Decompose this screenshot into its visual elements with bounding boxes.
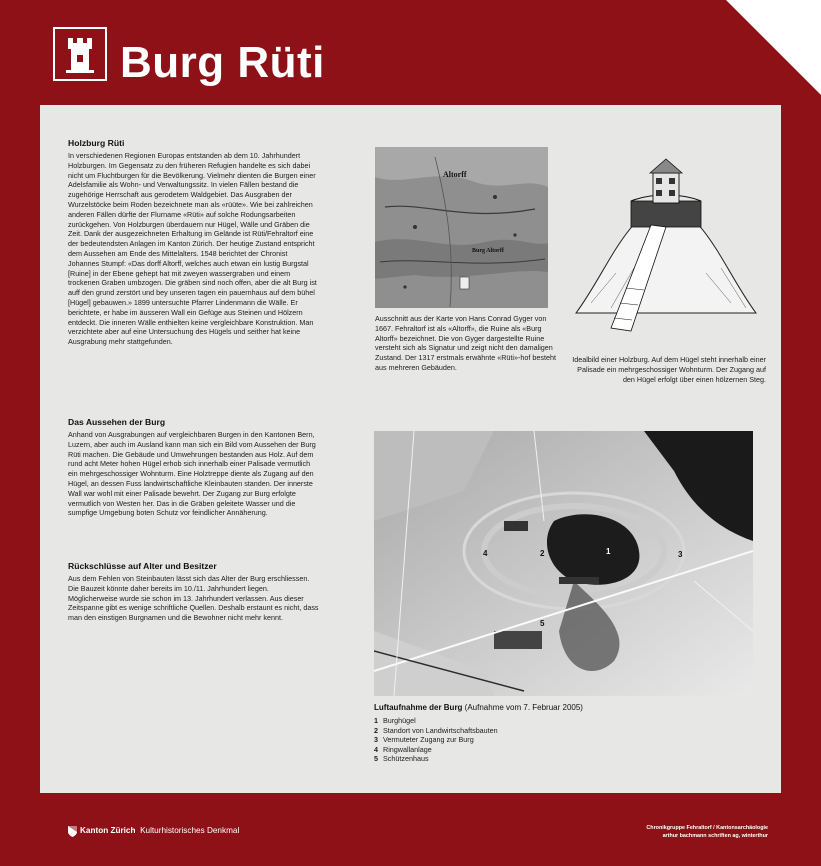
section-text: In verschiedenen Regionen Europas entstanden ab dem 10. Jahrhundert Holzburgen. Im Gegensatz zu den früheren Refugien handelte es sich dabei nicht um Fluchtburgen für die Bevölkerung. Vielmehr dienten die Burgen einer Adelsfamilie als Wohn- und Verwaltungssitz. In vielen Fällen bestand die zugehörige Herrschaft aus gerodetem Waldgebiet. Das Ausgraben der Wurzelstöcke beim Roden bezeichnete man als «rüüte». Wie bei zahlreichen anderen Fällen dürfte der Flurname «Rüti» auf solche Rodungsarbeiten zurückgehen. Von Holzburgen überdauern nur Hügel, Wälle und Gräben die Zeit. Dank der ausgezeichneten Erhaltung im Gelände ist Rüti/Fehraltorf eine der bedeutendsten Anlagen im Kanton Zürich. Der heutige Zustand entspricht dem Aussehen am Ende des Mittelalters. 1548 berichtet der Chronist Johannes Stumpf: «Das dorff Altorff, welches auch etwan ein lustig Burgstal [Ruine] in der Ebene gehept hat mit zweyen wassergraben und einem trockenen Graben umbzogen. Die gräben sind noch offen, aber die alt Burg ist auff den grund zerstört und bey unseren tagen ein pauernhaus auf dem bühel [Hügel] gebauwen.» 1899 untersuchte Pfarrer Lindenmann die Wälle. Er berichtete, er habe im äusseren Wall ein Gefüge aus Steinen und Hölzern entdeckt. Die inneren Wälle enthielten keine vergleichbare Konstruktion. Man verzichtete aber auf eine Untersuchung des Hügels und seither hat keine Ausgrabung mehr stattgefunden. — [68, 151, 317, 347]
content-panel — [40, 105, 781, 793]
footer-kanton: Kanton Zürich — [80, 826, 136, 835]
section-heading: Das Aussehen der Burg — [68, 417, 166, 427]
aerial-legend — [374, 716, 753, 764]
section-heading: Rückschlüsse auf Alter und Besitzer — [68, 561, 217, 571]
kanton-shield-icon — [68, 826, 77, 837]
map-caption: Ausschnitt aus der Karte von Hans Conrad Gyger von 1667. Fehraltorf ist als «Altorff», die Ruine als «Burg Altorff» bezeichnet. Die von Gyger dargestellte Ruine versteht sich als Signatur und zeigt nicht den damaligen Zustand. Der 1317 erstmals erwähnte «Rüti»-hof besteht aus mehreren Gebäuden. — [375, 314, 556, 372]
legend-number: 5 — [374, 754, 378, 763]
section-heading: Holzburg Rüti — [68, 138, 125, 148]
aerial-marker-3: 3 — [678, 550, 683, 559]
map-caption-block — [375, 314, 560, 373]
holzburg-caption-block — [571, 355, 766, 384]
holzburg-illustration — [556, 153, 776, 341]
legend-item — [374, 716, 753, 726]
aerial-marker-4: 4 — [483, 549, 488, 558]
legend-item — [374, 726, 753, 736]
legend-label: Standort von Landwirtschaftsbauten — [383, 725, 498, 735]
footer-credits — [646, 824, 768, 840]
section-aussehen — [68, 417, 320, 518]
legend-item — [374, 754, 753, 764]
aerial-title-bold: Luftaufnahme der Burg — [374, 703, 463, 712]
aerial-caption-block — [374, 703, 753, 764]
castle-tower-icon — [53, 27, 107, 81]
legend-number: 3 — [374, 735, 378, 744]
legend-label: Schützenhaus — [383, 754, 429, 763]
corner-cut — [726, 0, 821, 95]
holzburg-caption: Idealbild einer Holzburg. Auf dem Hügel steht innerhalb einer Palisade ein mehrgeschossiger Wohnturm. Der Zugang auf den Hügel erfolgt über einen hölzernen Steg. — [572, 355, 766, 384]
footer-credit-line: arthur bachmann schriften ag, winterthur — [662, 833, 768, 839]
aerial-marker-2: 2 — [540, 549, 545, 558]
footer-subtitle: Kulturhistorisches Denkmal — [140, 826, 240, 835]
aerial-marker-1: 1 — [606, 547, 611, 556]
footer-credit-line: Chronikgruppe Fehraltorf / Kantonsarchäologie — [646, 825, 768, 831]
aerial-title-date: (Aufnahme vom 7. Februar 2005) — [462, 703, 583, 712]
legend-label: Burghügel — [383, 716, 416, 725]
legend-item — [374, 735, 753, 745]
page-title: Burg Rüti — [120, 38, 325, 87]
historical-map-image — [375, 147, 548, 308]
legend-label: Vermuteter Zugang zur Burg — [383, 735, 474, 744]
legend-number: 2 — [374, 725, 378, 735]
legend-number: 4 — [374, 744, 378, 754]
aerial-title — [374, 703, 753, 712]
aerial-marker-5: 5 — [540, 619, 545, 628]
legend-item — [374, 745, 753, 755]
section-text: Anhand von Ausgrabungen auf vergleichbaren Burgen in den Kantonen Bern, Luzern, aber auch im Ausland kann man sich ein Bild vom Aussehen der Burg Rüti machen. Die Gebäude und Umwehrungen bestanden aus Holz. Auf dem rund acht Meter hohen Hügel erhob sich innerhalb einer Palisade vermutlich ein mehrgeschossiger Wohnturm. Eine Holztreppe diente als Zugang auf den Hügel, an dessen Fuss landwirtschaftliche Kleinbauten standen. Der innerste Wall war wohl mit einer Palisade bewehrt. Der Zugang zur Burg erfolgte vermutlich von Westen her. Das in die Gräben geleitete Wasser und die sumpfige Umgebung boten Schutz vor feindlicher Annäherung. — [68, 430, 316, 518]
legend-label: Ringwallanlage — [383, 744, 432, 754]
aerial-photo — [374, 431, 753, 696]
section-rueckschluesse — [68, 561, 320, 623]
legend-number: 1 — [374, 716, 378, 725]
map-label-altorff: Altorff — [443, 170, 467, 179]
footer-left — [80, 826, 239, 835]
section-holzburg — [68, 138, 320, 347]
section-text: Aus dem Fehlen von Steinbauten lässt sich das Alter der Burg erschliessen. Die Bauzeit könnte daher bereits im 10./11. Jahrhundert liegen. Möglicherweise wurde sie schon im 13. Jahrhundert verlassen. Aus dieser Zeitspanne gibt es wenige schriftliche Quellen. Deshalb erstaunt es nicht, dass man den einstigen Burgnamen und die Bewohner nicht mehr kennt. — [68, 574, 319, 623]
map-label-burg-altorff: Burg Altorff — [472, 248, 504, 254]
